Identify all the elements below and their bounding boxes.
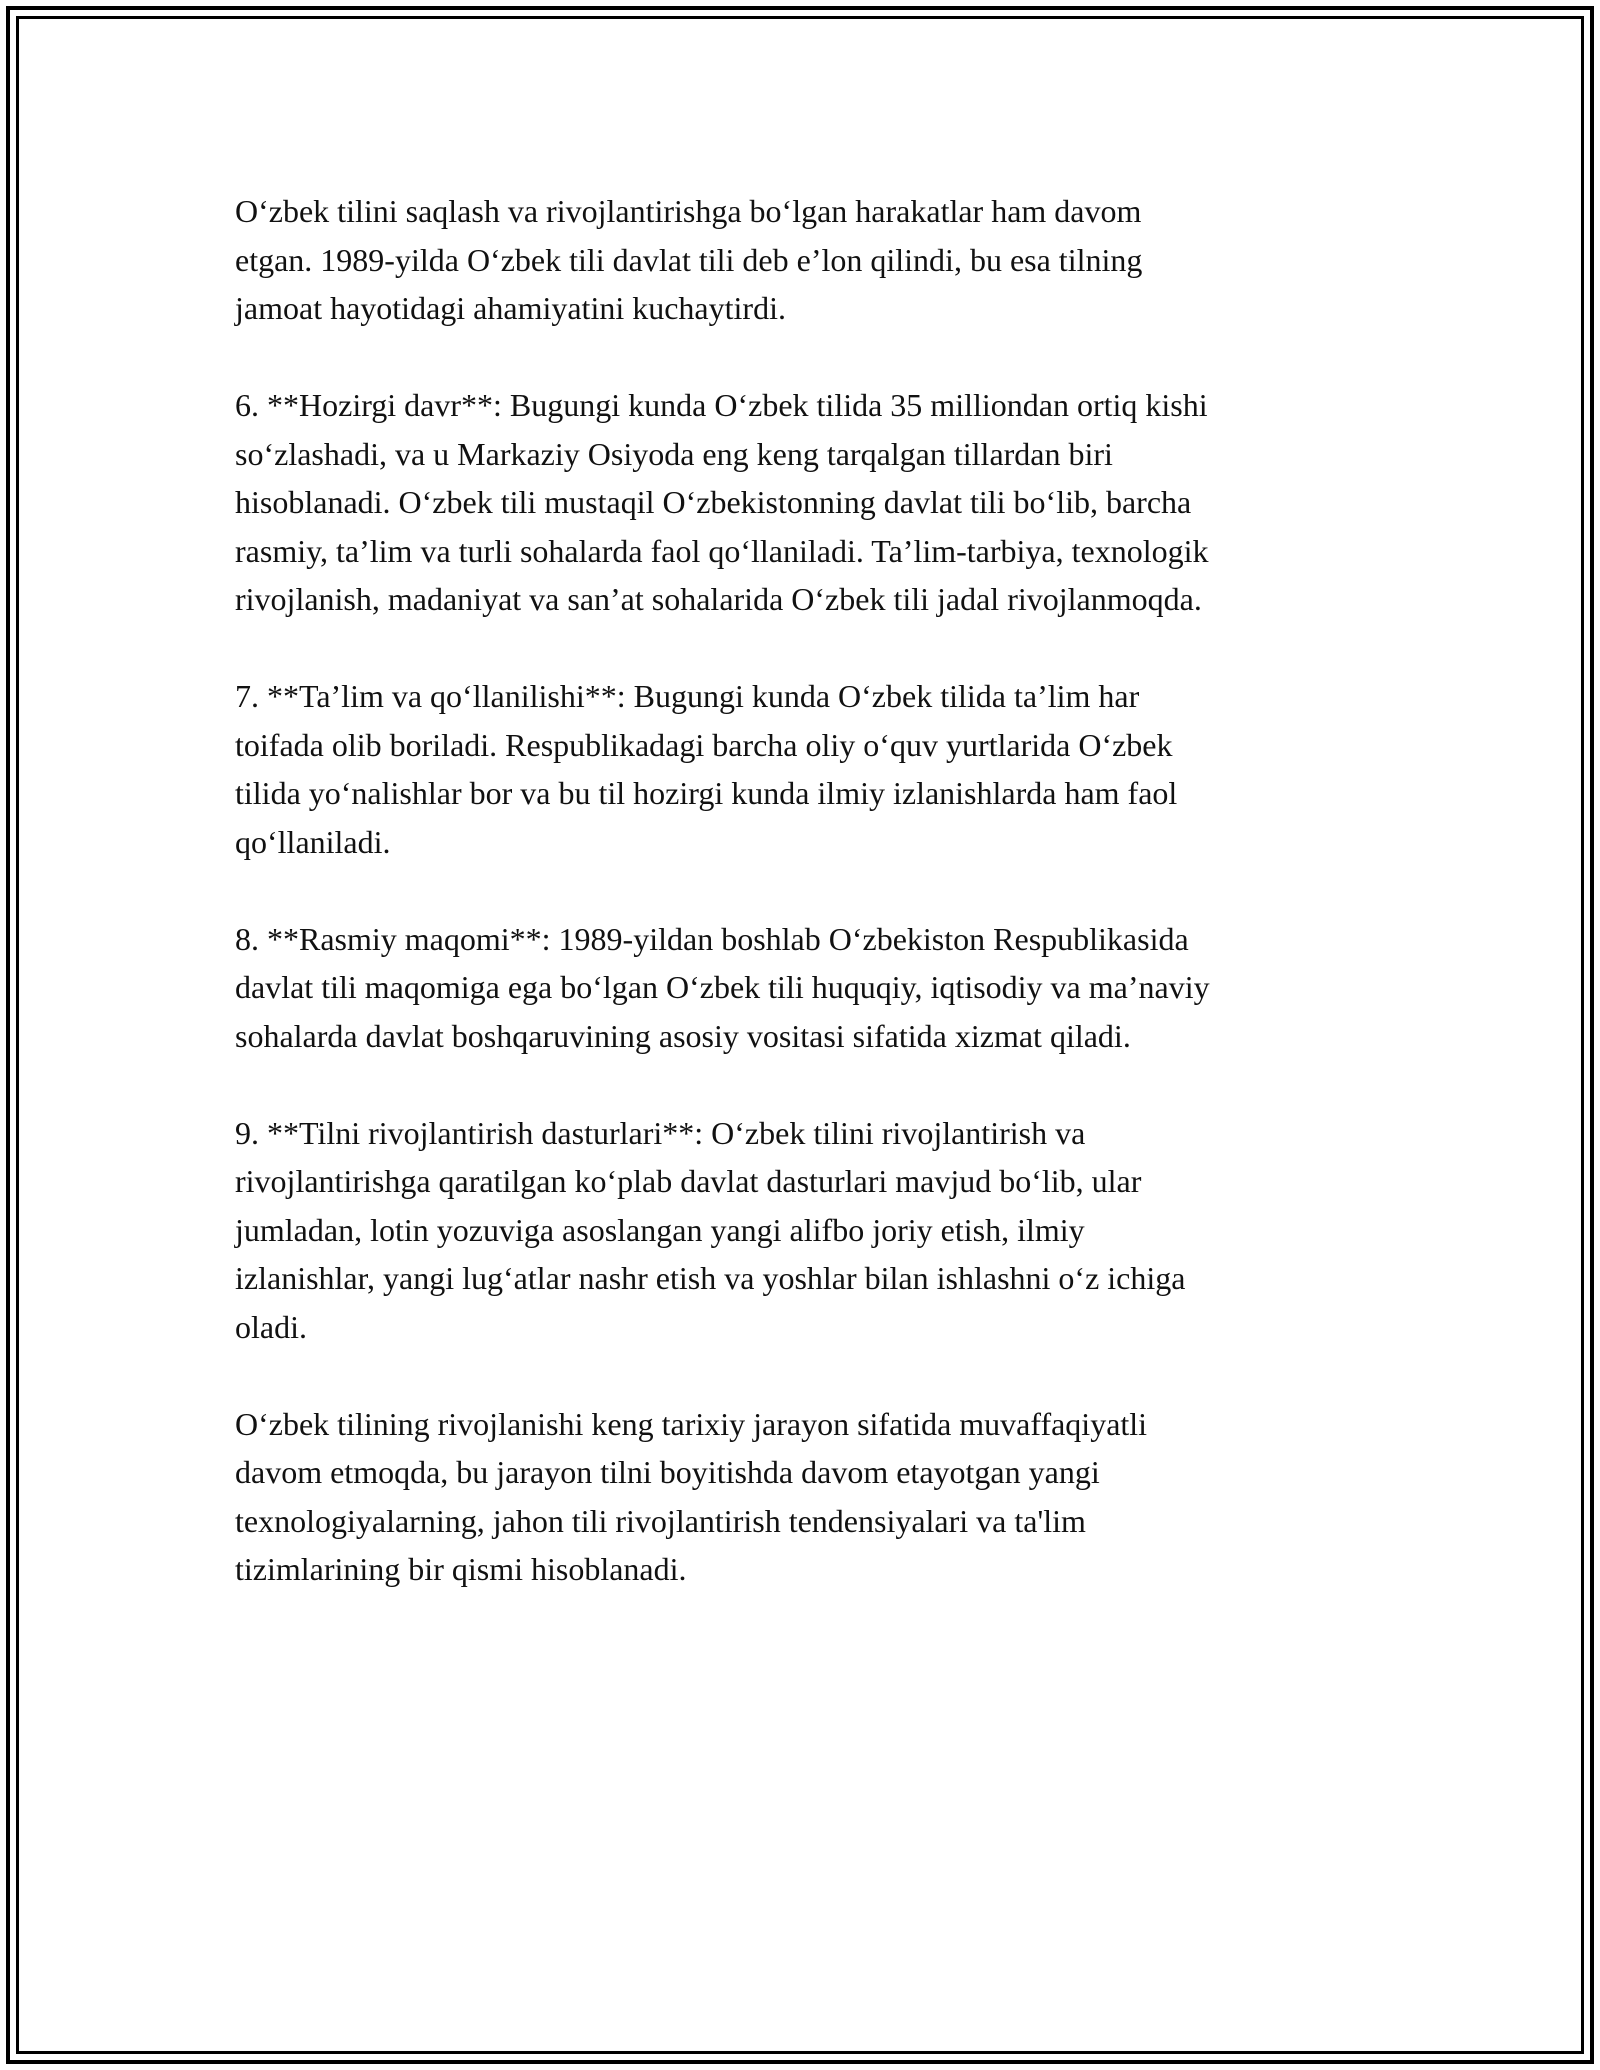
paragraph-dasturlar: 9. **Tilni rivojlantirish dasturlari**: O‘zbek tilini rivojlantirish va rivojlantirishga qaratilgan ko‘plab davlat dasturlari mavjud bo‘lib, ular jumladan, lotin yozuviga asoslangan yangi alifbo joriy etish, ilmiy izlanishlar, yangi lug‘atlar nashr etish va yoshlar bilan ishlashni o‘z ichiga oladi. xyxy=(235,1114,1186,1345)
document-body xyxy=(235,187,1375,1594)
paragraph-talim: 7. **Ta’lim va qo‘llanilishi**: Bugungi kunda O‘zbek tilida ta’lim har toifada olib boriladi. Respublikadagi barcha oliy o‘quv yurtlarida O‘zbek tilida yo‘nalishlar bor va bu til hozirgi kunda ilmiy izlanishlarda ham faol qo‘llaniladi. xyxy=(235,678,1178,860)
paragraph-conclusion: O‘zbek tilining rivojlanishi keng tarixiy jarayon sifatida muvaffaqiyatli davom etmoqda, bu jarayon tilni boyitishda davom etayotgan yangi texnologiyalarning, jahon tili rivojlantirish tendensiyalari va ta'lim tizimlarining bir qismi hisoblanadi. xyxy=(235,1405,1148,1587)
paragraph-rasmiy-maqomi: 8. **Rasmiy maqomi**: 1989-yildan boshlab O‘zbekiston Respublikasida davlat tili maqomiga ega bo‘lgan O‘zbek tili huquqiy, iqtisodiy va ma’naviy sohalarda davlat boshqaruvining asosiy vositasi sifatida xizmat qiladi. xyxy=(235,920,1210,1054)
paragraph-hozirgi-davr: 6. **Hozirgi davr**: Bugungi kunda O‘zbek tilida 35 milliondan ortiq kishi so‘zlashadi, va u Markaziy Osiyoda eng keng tarqalgan tillardan biri hisoblanadi. O‘zbek tili mustaqil O‘zbekistonning davlat tili bo‘lib, barcha rasmiy, ta’lim va turli sohalarda faol qo‘llaniladi. Ta’lim-tarbiya, texnologik rivojlanish, madaniyat va san’at sohalarida O‘zbek tili jadal rivojlanmoqda. xyxy=(235,387,1209,617)
paragraph-intro: O‘zbek tilini saqlash va rivojlantirishga bo‘lgan harakatlar ham davom etgan. 1989-yilda O‘zbek tili davlat tili deb e’lon qilindi, bu esa tilning jamoat hayotidagi ahamiyatini kuchaytirdi. xyxy=(235,193,1143,326)
